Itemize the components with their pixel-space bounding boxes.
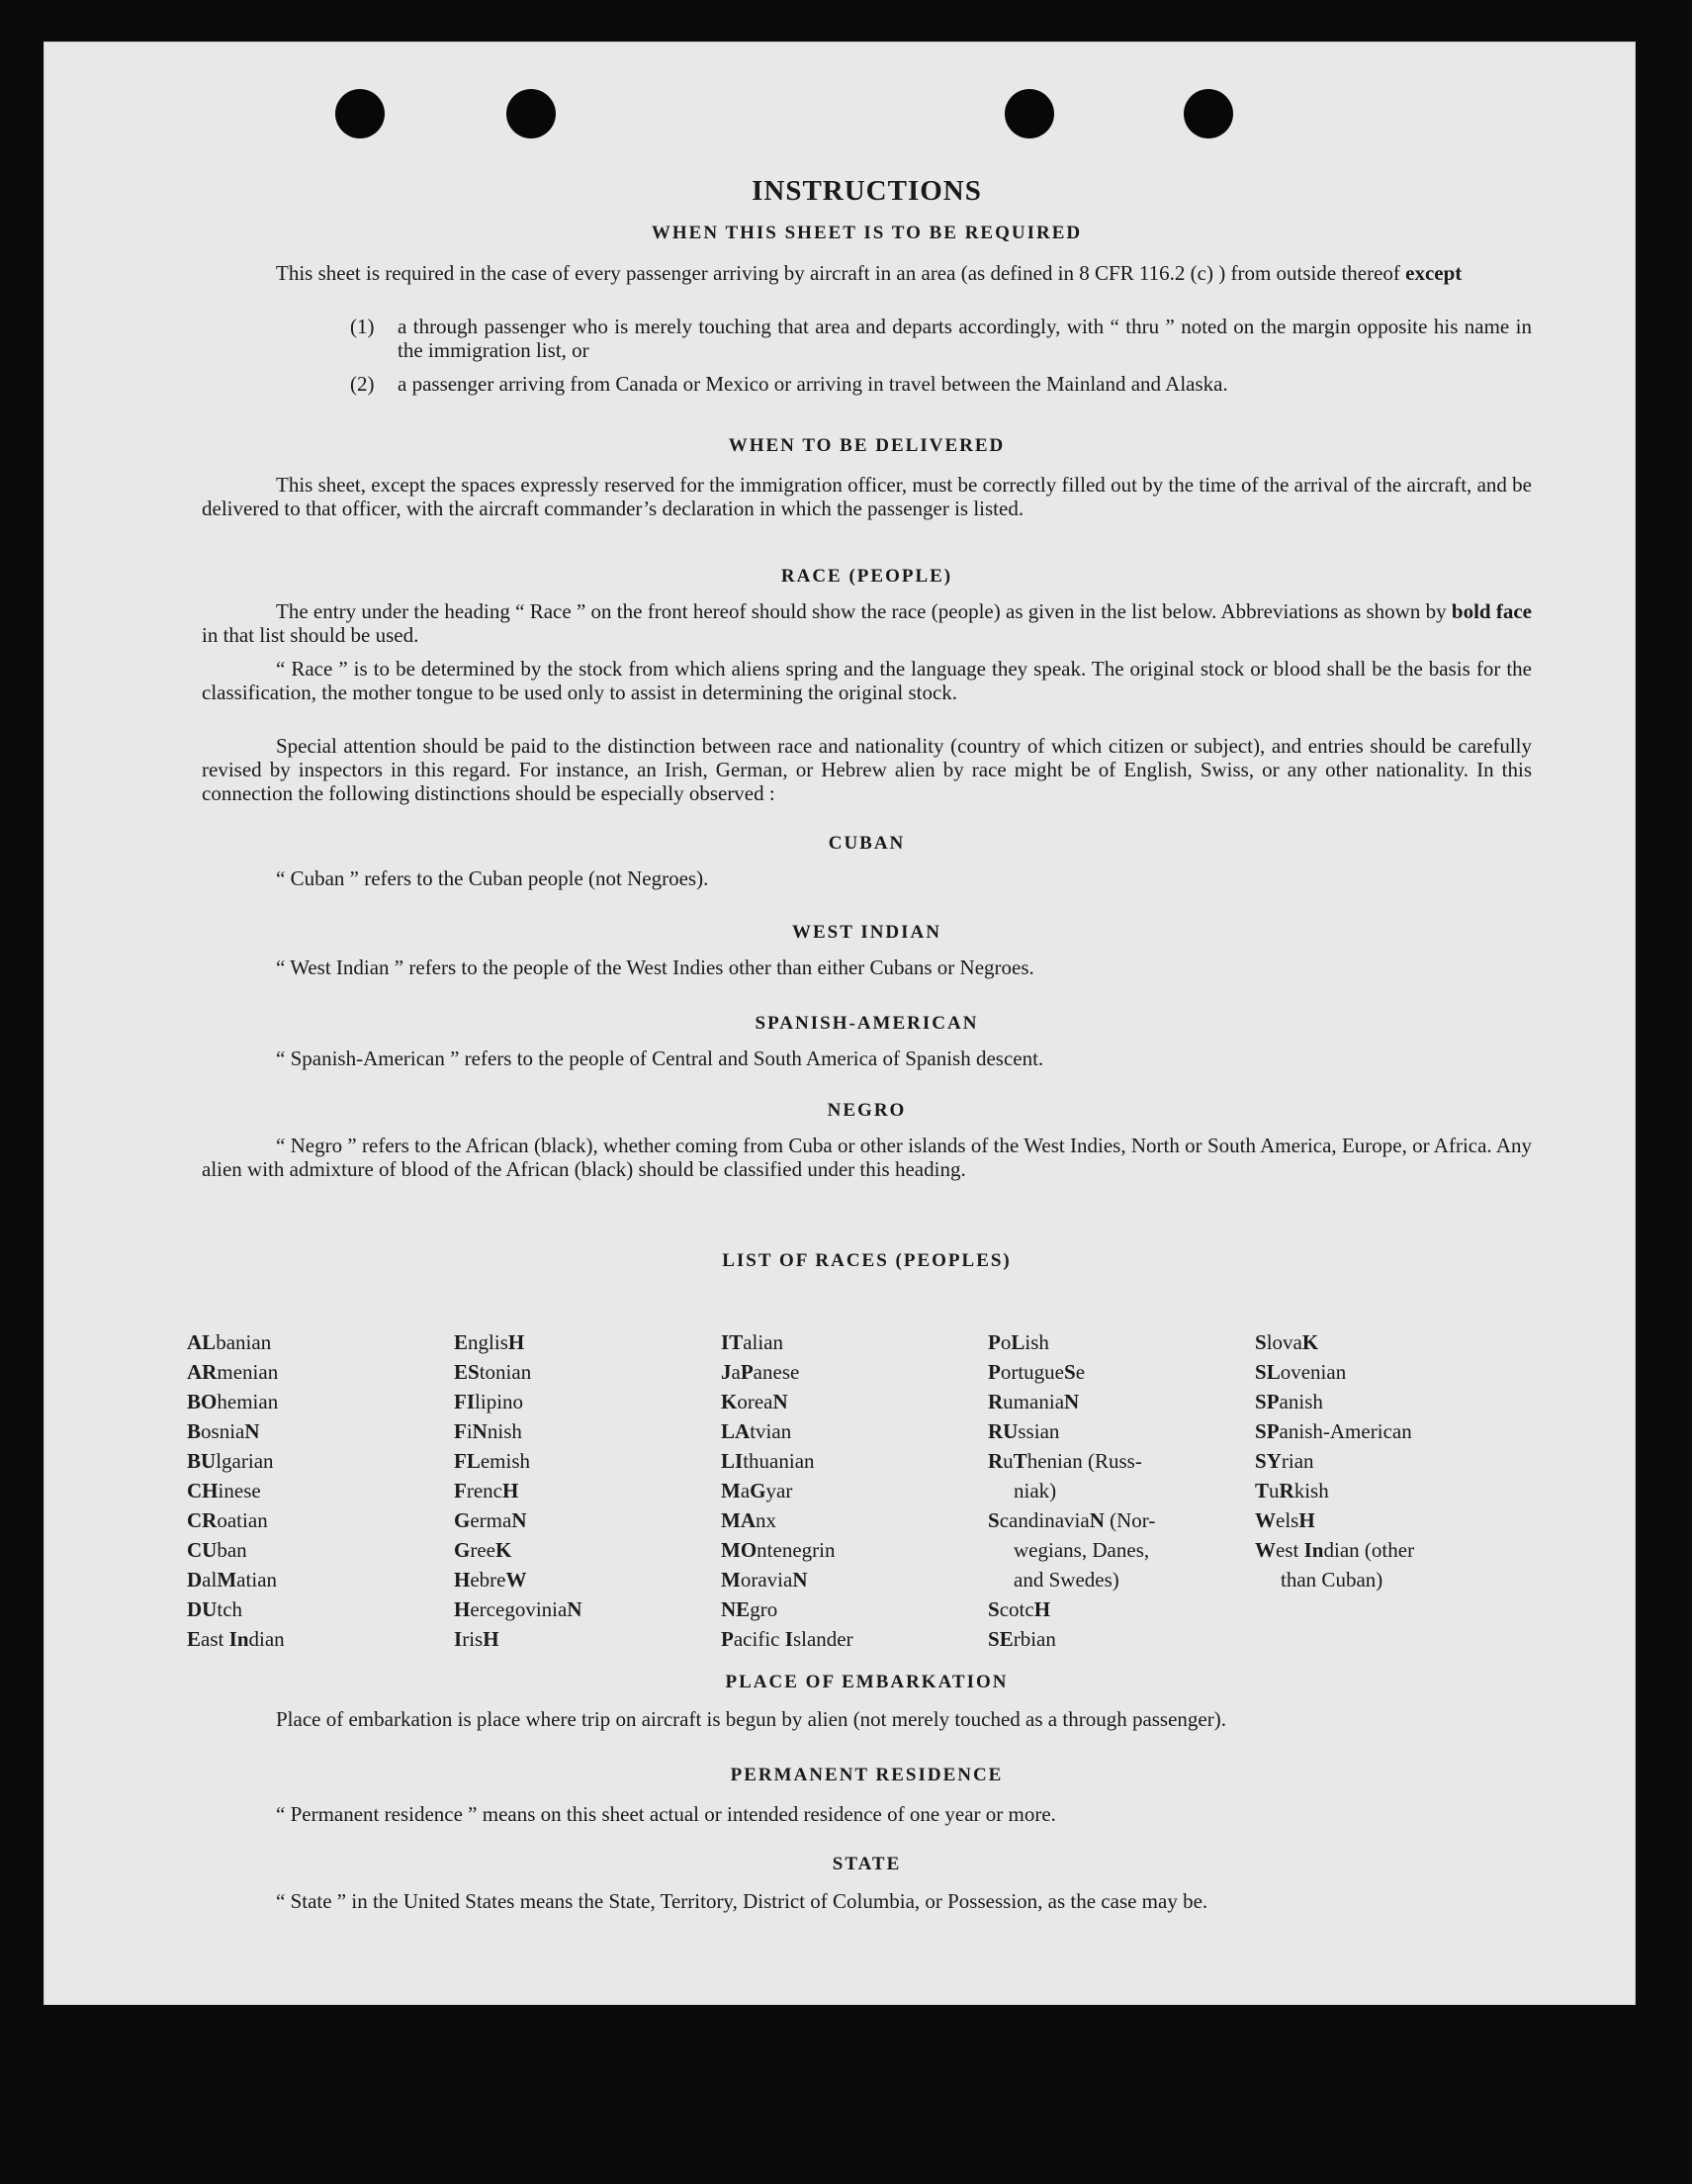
paragraph-residence: “ Permanent residence ” means on this sheet actual or intended residence of one year or more.	[276, 1802, 1056, 1826]
race-entry: SPanish	[1255, 1390, 1323, 1413]
heading-state: STATE	[832, 1854, 902, 1874]
race-entry: wegians, Danes,	[1014, 1538, 1150, 1562]
race-entry: FLemish	[454, 1449, 531, 1473]
race-entry: HebreW	[454, 1568, 527, 1592]
race-entry: HercegoviniaN	[454, 1597, 582, 1621]
race-entry: BUlgarian	[187, 1449, 274, 1473]
race-entry: ScotcH	[988, 1597, 1051, 1621]
list-item: (1) a through passenger who is merely touching that area and departs accordingly, with “ thru ” noted on the margin opposite his name in the immigration list, or	[350, 315, 1532, 362]
race-entry: ARmenian	[187, 1360, 279, 1384]
race-entry: East Indian	[187, 1627, 285, 1651]
punch-hole	[335, 89, 385, 138]
race-entry: IrisH	[454, 1627, 499, 1651]
paragraph-spanish-american: “ Spanish-American ” refers to the people of Central and South America of Spanish descent.	[276, 1046, 1044, 1070]
heading-when-delivered: WHEN TO BE DELIVERED	[728, 435, 1006, 456]
race-entry: GreeK	[454, 1538, 512, 1562]
page-title: INSTRUCTIONS	[752, 175, 982, 207]
race-entry: NEgro	[721, 1597, 778, 1621]
paragraph-cuban: “ Cuban ” refers to the Cuban people (not Negroes).	[276, 866, 709, 890]
heading-residence: PERMANENT RESIDENCE	[730, 1765, 1004, 1785]
race-entry: FiNnish	[454, 1419, 522, 1443]
race-entry: BOhemian	[187, 1390, 279, 1413]
race-entry: CHinese	[187, 1479, 261, 1502]
race-entry: EnglisH	[454, 1330, 525, 1354]
race-entry: FIlipino	[454, 1390, 524, 1413]
race-entry: niak)	[1014, 1479, 1057, 1502]
heading-negro: NEGRO	[827, 1100, 907, 1121]
race-entry: ALbanian	[187, 1330, 272, 1354]
race-entry: and Swedes)	[1014, 1568, 1119, 1592]
race-entry: RUssian	[988, 1419, 1060, 1443]
race-entry: DalMatian	[187, 1568, 278, 1592]
race-entry: LAtvian	[721, 1419, 792, 1443]
heading-when-required: WHEN THIS SHEET IS TO BE REQUIRED	[651, 223, 1083, 243]
race-entry: GermaN	[454, 1508, 527, 1532]
heading-spanish-american: SPANISH-AMERICAN	[755, 1013, 979, 1034]
paragraph-when-delivered: This sheet, except the spaces expressly reserved for the immigration officer, must be correctly filled out by the time of the arrival of the aircraft, and be delivered to that officer, with the aircraft commander’s declaration in which the passenger is listed.	[202, 473, 1532, 520]
race-entry: RuThenian (Russ-	[988, 1449, 1142, 1473]
race-entry: CRoatian	[187, 1508, 268, 1532]
list-item: (2) a passenger arriving from Canada or Mexico or arriving in travel between the Mainland and Alaska.	[350, 372, 1228, 396]
heading-race: RACE (PEOPLE)	[780, 566, 953, 587]
race-entry: PoLish	[988, 1330, 1049, 1354]
paragraph-race-3: Special attention should be paid to the distinction between race and nationality (country of which citizen or subject), and entries should be carefully revised by inspectors in this regard. For instance, an Irish, German, or Hebrew alien by race might be of English, Swiss, or any other nationality. In this connection the following distinctions should be especially observed :	[202, 734, 1532, 805]
heading-embarkation: PLACE OF EMBARKATION	[725, 1672, 1009, 1692]
races-column	[721, 1327, 968, 1654]
race-entry: SlovaK	[1255, 1330, 1319, 1354]
document-sheet	[44, 42, 1636, 2005]
race-entry: BosniaN	[187, 1419, 260, 1443]
race-entry: WelsH	[1255, 1508, 1315, 1532]
race-entry: CUban	[187, 1538, 247, 1562]
race-entry: SLovenian	[1255, 1360, 1347, 1384]
paragraph-race-2: “ Race ” is to be determined by the stock from which aliens spring and the language they speak. The original stock or blood shall be the basis for the classification, the mother tongue to be used only to assist in determining the original stock.	[202, 657, 1532, 704]
race-entry: SErbian	[988, 1627, 1056, 1651]
race-entry: EStonian	[454, 1360, 532, 1384]
race-entry: than Cuban)	[1281, 1568, 1383, 1592]
race-entry: ITalian	[721, 1330, 784, 1354]
heading-west-indian: WEST INDIAN	[792, 922, 941, 943]
race-entry: Pacific Islander	[721, 1627, 853, 1651]
race-entry: DUtch	[187, 1597, 243, 1621]
race-entry: PortugueSe	[988, 1360, 1086, 1384]
races-column	[988, 1327, 1235, 1654]
race-entry: West Indian (other	[1255, 1538, 1415, 1562]
punch-hole	[506, 89, 556, 138]
paragraph-negro: “ Negro ” refers to the African (black), whether coming from Cuba or other islands of the West Indies, North or South America, Europe, or Africa. Any alien with admixture of blood of the African (black) should be classified under this heading.	[202, 1134, 1532, 1181]
race-entry: JaPanese	[721, 1360, 800, 1384]
race-entry: RumaniaN	[988, 1390, 1080, 1413]
heading-list-of-races: LIST OF RACES (PEOPLES)	[722, 1250, 1012, 1271]
paragraph-embarkation: Place of embarkation is place where trip on aircraft is begun by alien (not merely touched as a through passenger).	[276, 1707, 1226, 1731]
paragraph-state: “ State ” in the United States means the State, Territory, District of Columbia, or Possession, as the case may be.	[276, 1889, 1208, 1913]
race-entry: KoreaN	[721, 1390, 788, 1413]
race-entry: SPanish-American	[1255, 1419, 1412, 1443]
race-entry: ScandinaviaN (Nor-	[988, 1508, 1156, 1532]
heading-cuban: CUBAN	[828, 833, 906, 854]
paragraph-west-indian: “ West Indian ” refers to the people of the West Indies other than either Cubans or Negroes.	[276, 956, 1034, 979]
race-entry: LIthuanian	[721, 1449, 815, 1473]
paragraph-race-1: The entry under the heading “ Race ” on the front hereof should show the race (people) as given in the list below. Abbreviations as shown by bold face in that list should be used.	[202, 599, 1533, 647]
race-entry: TuRkish	[1255, 1479, 1329, 1502]
race-entry: MoraviaN	[721, 1568, 808, 1592]
races-column	[454, 1327, 701, 1654]
race-entry: MAnx	[721, 1508, 776, 1532]
race-entry: SYrian	[1255, 1449, 1314, 1473]
punch-hole	[1184, 89, 1233, 138]
race-entry: MaGyar	[721, 1479, 793, 1502]
races-column	[1255, 1327, 1502, 1594]
paragraph-when-required: This sheet is required in the case of every passenger arriving by aircraft in an area (as defined in 8 CFR 116.2 (c) ) from outside thereof except	[276, 261, 1463, 285]
race-entry: FrencH	[454, 1479, 519, 1502]
race-entry: MOntenegrin	[721, 1538, 836, 1562]
races-column	[187, 1327, 434, 1654]
punch-hole	[1005, 89, 1054, 138]
